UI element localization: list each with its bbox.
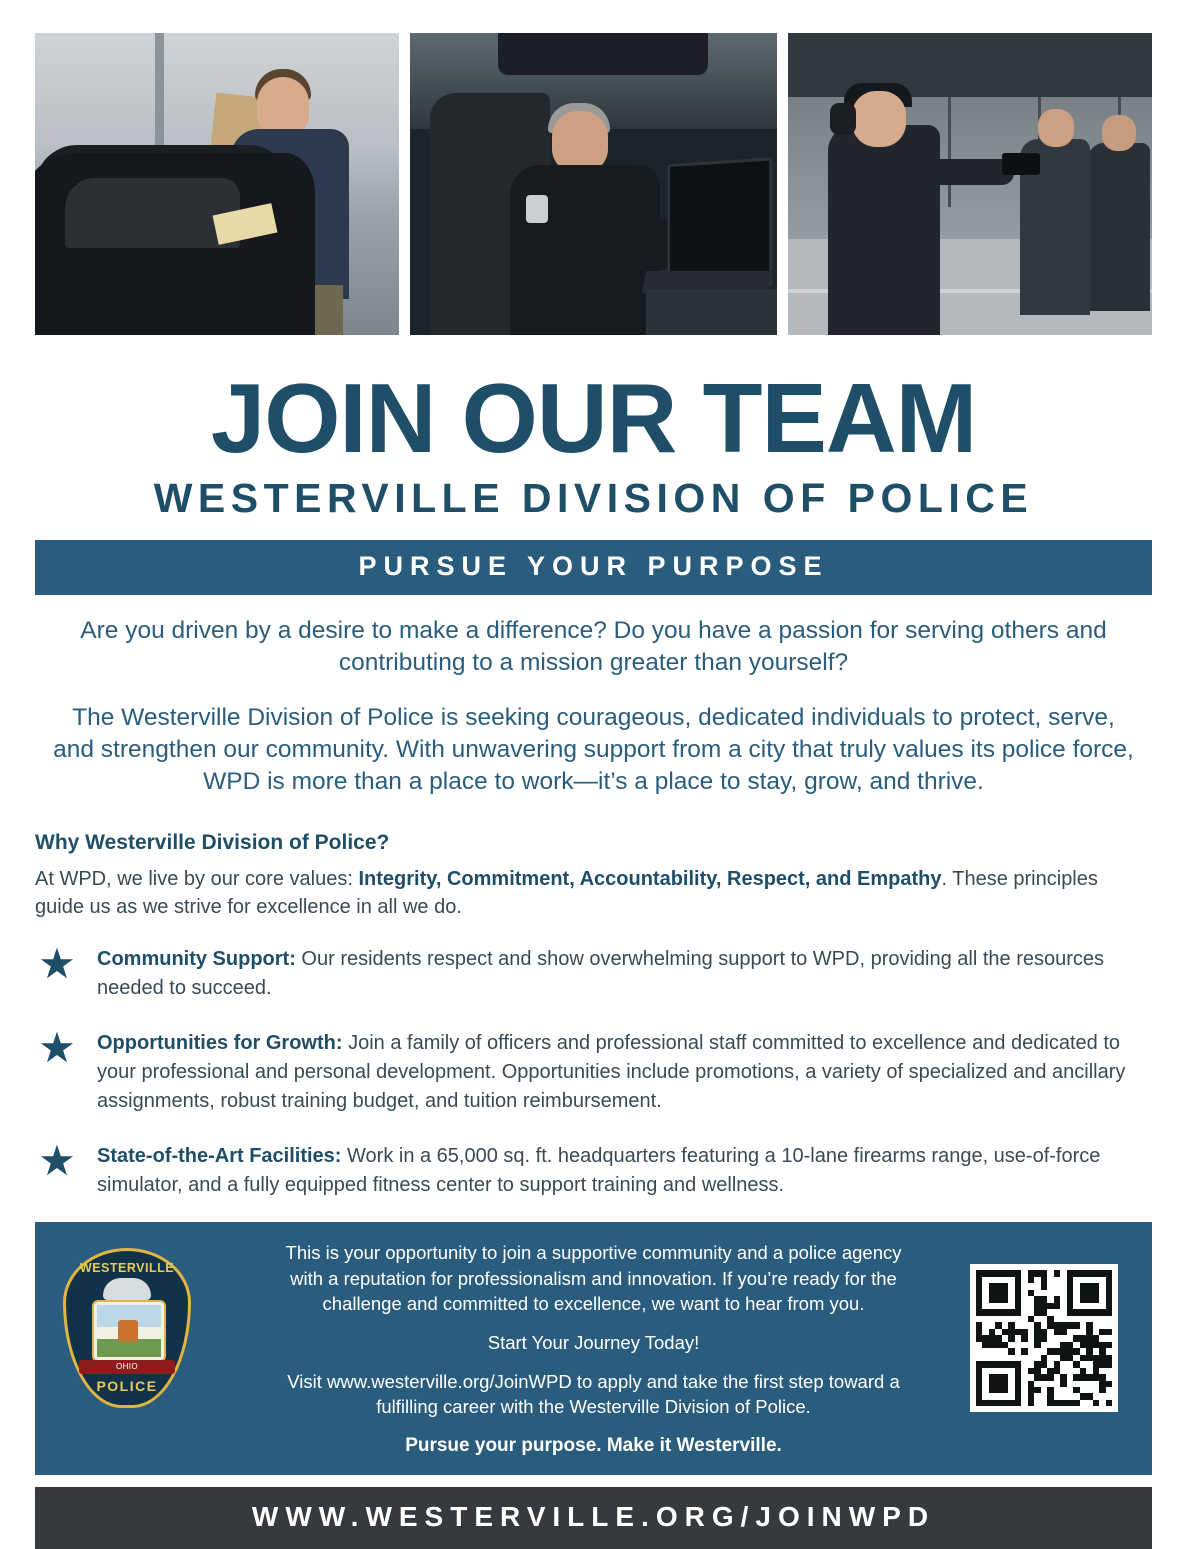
list-item [35, 1025, 1152, 1116]
page-title: JOIN OUR TEAM [210, 363, 977, 473]
photo3-officer-3-head [1102, 115, 1136, 151]
photo2-console [646, 289, 777, 335]
photo2-laptop-screen [668, 157, 773, 286]
photo3-shooter-arms [910, 159, 1014, 185]
photo1-pole [155, 33, 164, 151]
firearms-range-photo [788, 33, 1152, 335]
page-subtitle: WESTERVILLE DIVISION OF POLICE [153, 475, 1034, 521]
photo3-lane-divider [948, 97, 951, 207]
photo3-officer-2-head [1038, 109, 1074, 147]
photo2-officer-head [552, 111, 608, 173]
photo3-shooter-head [852, 91, 906, 147]
intro-paragraph-1: Are you driven by a desire to make a difference? Do you have a passion for serving others and contributing to a mission greater than yourself? [80, 617, 1107, 677]
photo3-firearm [1002, 153, 1040, 175]
patch-ribbon: OHIO [79, 1360, 175, 1374]
qr-code[interactable] [970, 1264, 1118, 1412]
star-icon: ★ [38, 1137, 76, 1185]
tagline-band: PURSUE YOUR PURPOSE [35, 540, 1152, 595]
photo1-car-window [65, 178, 240, 248]
photo-strip [35, 0, 1152, 335]
core-values-list: Integrity, Commitment, Accountability, Respect, and Empathy [358, 867, 942, 890]
benefits-list [35, 941, 1152, 1200]
list-item-heading: Community Support: [97, 948, 296, 971]
photo2-officer-badge [526, 195, 548, 223]
patch-inner-seal [92, 1300, 166, 1362]
list-item-body: Our residents respect and show overwhelming support to WPD, providing all the resources needed to succeed. [97, 948, 1105, 1000]
cta-tagline: Pursue your purpose. Make it Westerville. [405, 1435, 782, 1457]
cta-paragraph-3: Visit www.westerville.org/JoinWPD to apply and take the first step toward a fulfilling career with the Westerville Division of Police. [287, 1371, 900, 1418]
list-item-heading: Opportunities for Growth: [97, 1032, 343, 1055]
patrol-car-laptop-photo [410, 33, 777, 335]
list-item-body: Join a family of officers and professional staff committed to excellence and dedicated to your professional and personal development. Opportunities include promotions, a variety of specialized and ancillary assignments, robust training budget, and tuition reimbursement. [97, 1032, 1126, 1113]
footer-url[interactable]: WWW.WESTERVILLE.ORG/JOINWPD [35, 1487, 1152, 1549]
list-item [35, 941, 1152, 1003]
photo2-visor [498, 33, 708, 75]
call-to-action-box [35, 1222, 1152, 1475]
list-item-text [97, 1138, 1152, 1200]
cta-paragraph-1: This is your opportunity to join a supportive community and a police agency with a reputation for professionalism and innovation. If you’re ready for the challenge and committed to excellence, we want to hear from you. [285, 1242, 902, 1314]
cta-text-block [274, 1240, 914, 1459]
patch-eagle-icon [103, 1278, 151, 1300]
photo3-officer-3 [1088, 143, 1150, 311]
why-section-body [35, 865, 1152, 922]
list-item [35, 1138, 1152, 1200]
list-item-text [97, 941, 1152, 1003]
qr-code-matrix [976, 1270, 1112, 1406]
patch-top-text: WESTERVILLE [79, 1261, 175, 1276]
patch-bottom-text: POLICE [96, 1378, 158, 1395]
westerville-police-patch-logo [63, 1248, 191, 1408]
photo3-shooter-body [828, 125, 940, 335]
why-section-heading: Why Westerville Division of Police? [35, 830, 390, 854]
list-item-body: Work in a 65,000 sq. ft. headquarters featuring a 10-lane firearms range, use-of-force simulator, and a fully equipped fitness center to support training and wellness. [97, 1145, 1101, 1197]
core-values-prefix: At WPD, we live by our core values: [35, 867, 359, 890]
list-item-text [97, 1025, 1152, 1116]
intro-paragraph-2: The Westerville Division of Police is seeking courageous, dedicated individuals to protect, serve, and strengthen our community. With unwavering support from a city that truly values its police force, WPD is more than a place to work—it’s a place to stay, grow, and thrive. [53, 703, 1134, 796]
star-icon: ★ [38, 940, 76, 988]
list-item-heading: State-of-the-Art Facilities: [97, 1145, 342, 1168]
traffic-stop-photo [35, 33, 399, 335]
photo1-officer-head [257, 77, 309, 137]
photo3-ear-protection [830, 103, 856, 135]
star-icon: ★ [38, 1024, 76, 1072]
core-values-suffix: . These principles guide us as we strive for excellence in all we do. [35, 867, 1098, 919]
patch-seal-emblem [118, 1320, 138, 1342]
photo3-ceiling [788, 33, 1152, 97]
cta-paragraph-2: Start Your Journey Today! [487, 1331, 700, 1353]
patch-seal-grass [97, 1339, 161, 1357]
